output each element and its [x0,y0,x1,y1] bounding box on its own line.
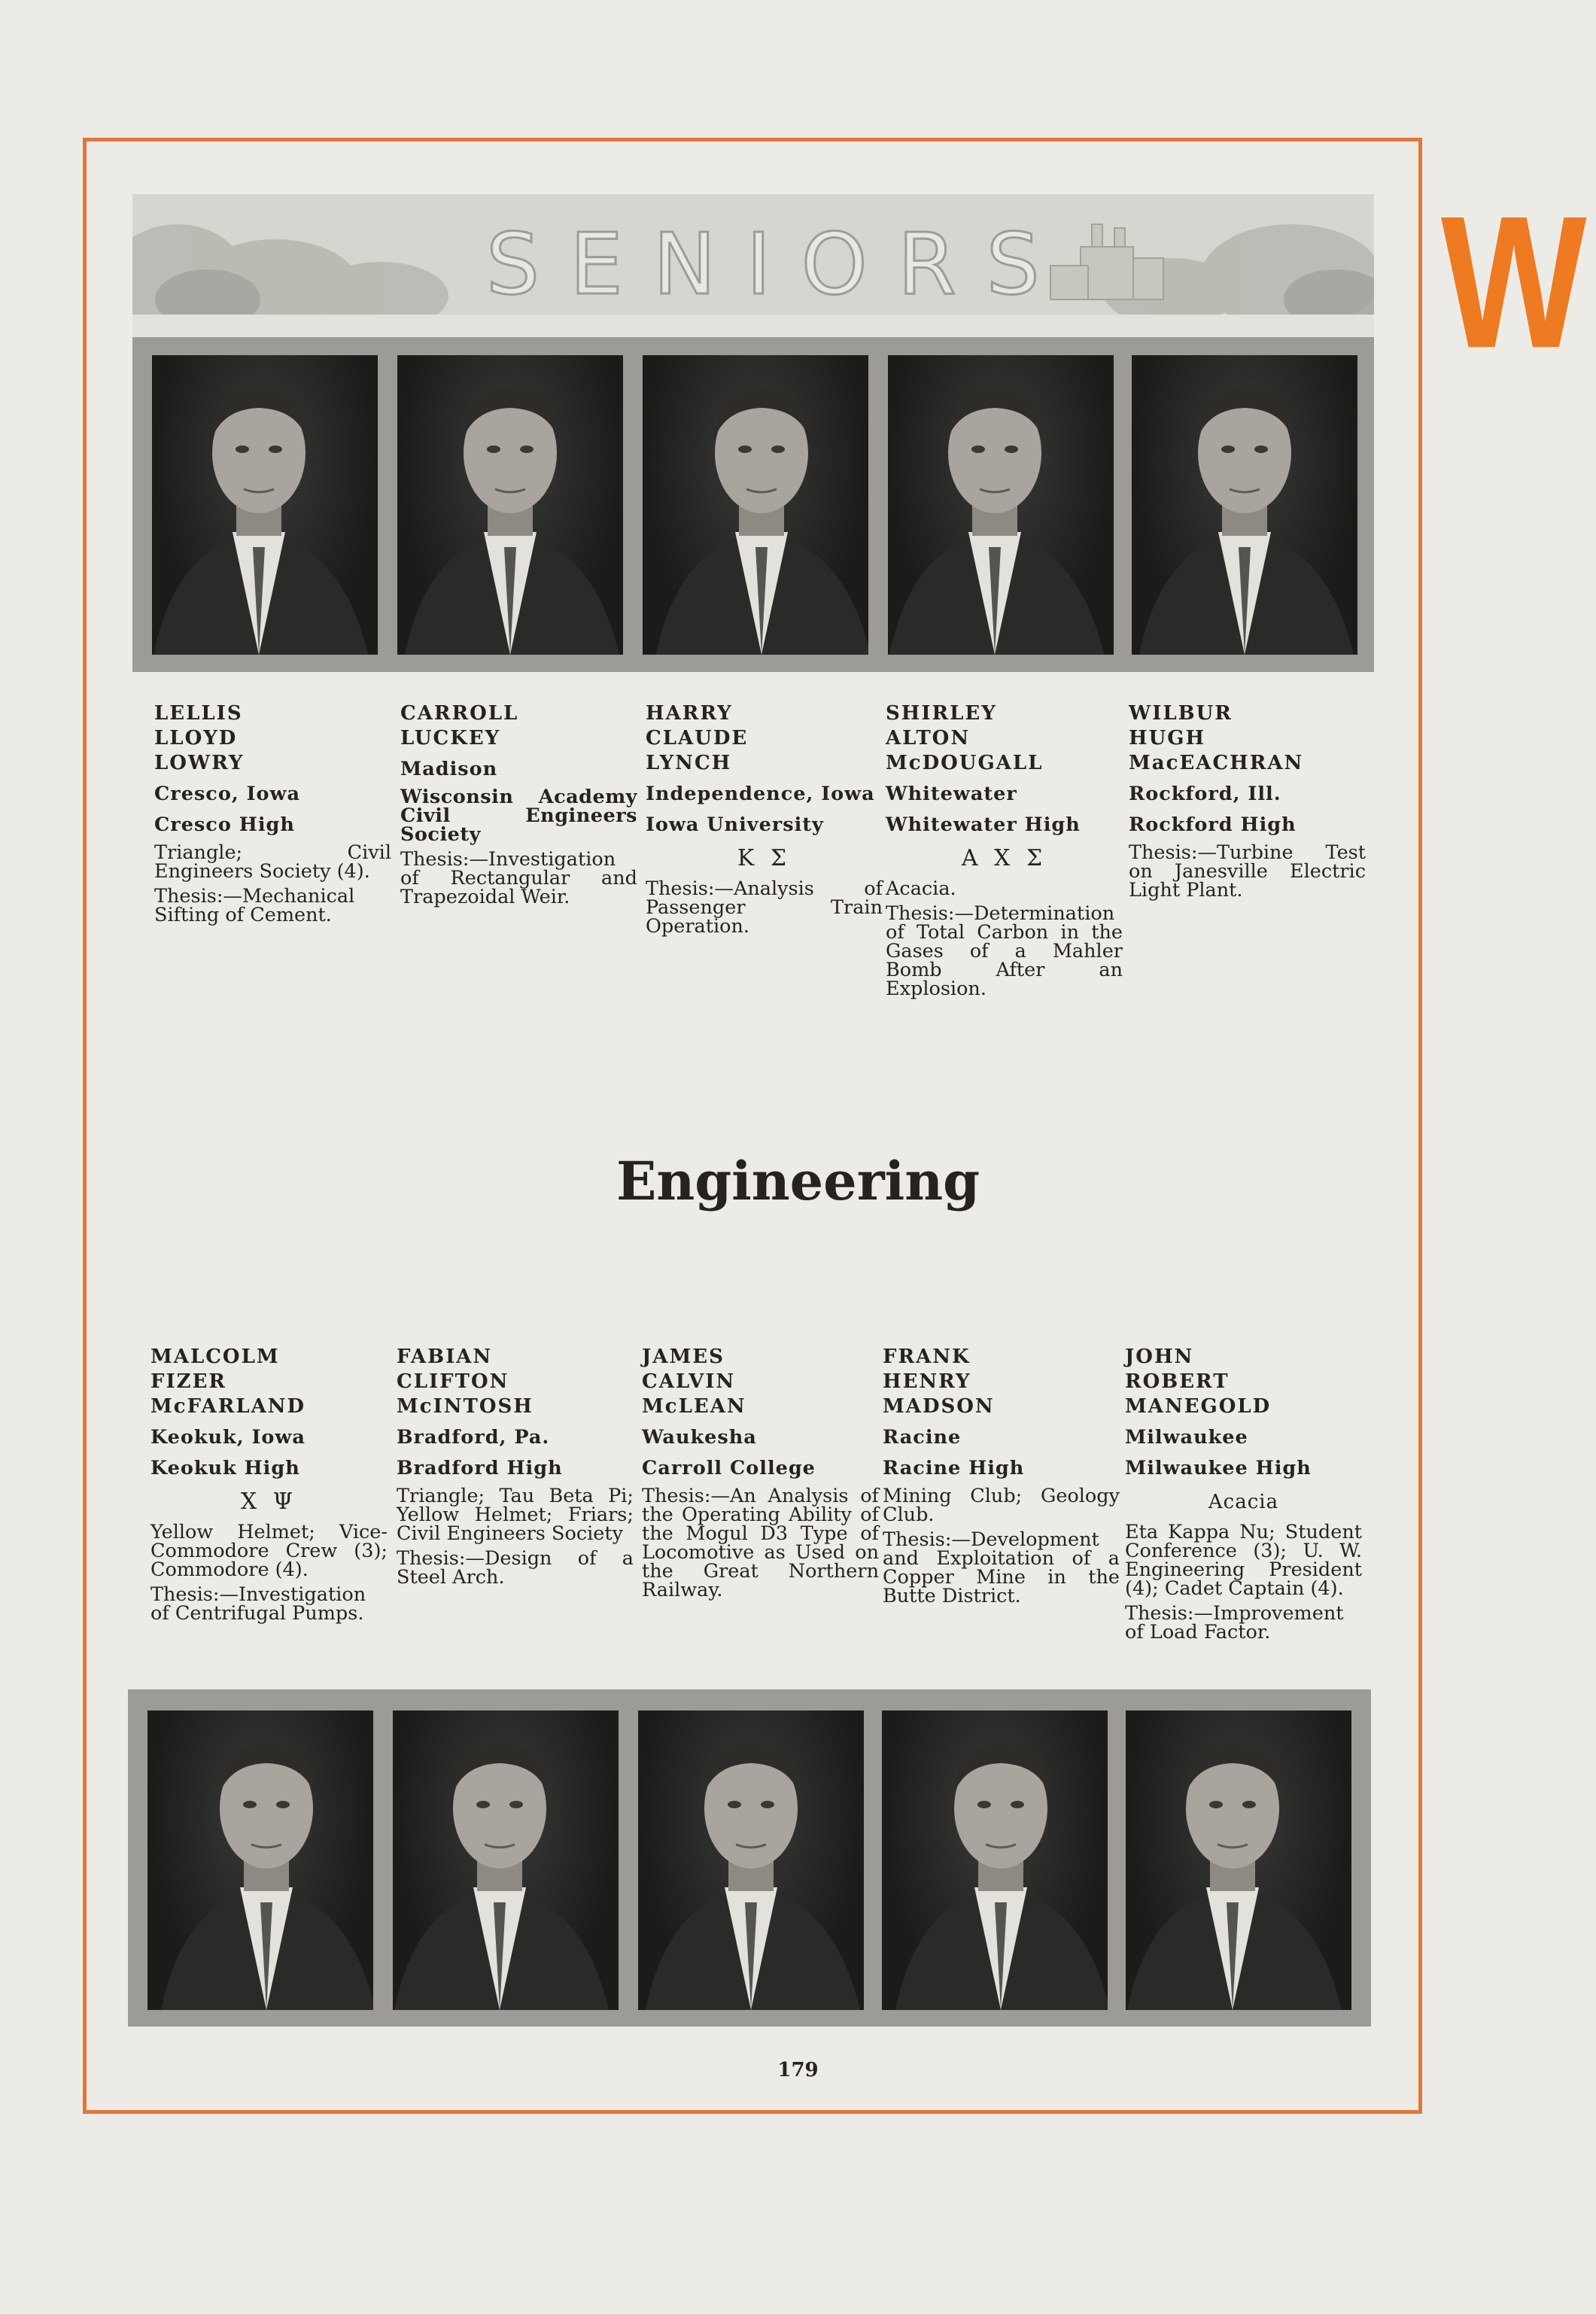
student-entry [642,1345,879,1600]
portrait-luckey [397,355,623,655]
portrait-shape [1221,445,1235,453]
portrait-shape [738,445,752,453]
student-activities: Mining Club; Geology Club. [883,1485,1120,1526]
student-name: WILBUR HUGH MacEACHRAN [1129,702,1304,774]
student-thesis: Thesis:—Mechanical Sifting of Cement. [154,885,355,926]
portrait-mcfarland [147,1710,373,2010]
student-hometown: Waukesha [642,1426,757,1449]
student-school: Keokuk High [150,1457,300,1479]
section-title: Engineering [616,1150,980,1212]
student-thesis: Thesis:—Investigation of Rectangular and Trapezoidal Weir. [400,848,637,908]
student-activities: Yellow Helmet; Vice-Commodore Crew (3); Commodore (4). [150,1521,388,1581]
student-activities: Eta Kappa Nu; Student Conference (3); U. W. Engineering President (4); Cadet Captain (4). [1125,1521,1362,1600]
student-school: Cresco High [154,813,295,836]
portrait-shape [243,1801,257,1808]
student-name: JAMES CALVIN McLEAN [642,1346,746,1418]
student-fraternity: Κ Σ [737,845,792,871]
student-entry [886,701,1123,999]
portrait-shape [509,1801,523,1808]
portrait-lynch [643,355,868,655]
student-hometown: Madison [400,758,498,780]
portrait-shape [771,445,785,453]
banner-title-text: SENIORS [486,216,1070,314]
student-thesis: Thesis:—Analysis of Passenger Train Operation. [646,877,883,938]
student-activities: Acacia. [886,877,956,900]
student-thesis: Thesis:—Turbine Test on Janesville Electric Light Plant. [1129,841,1366,902]
student-school: Carroll College [642,1457,816,1479]
student-entry [397,1345,634,1587]
portrait-shape [1254,445,1268,453]
student-entry [646,701,883,936]
portrait-mcdougall [888,355,1114,655]
page-number: 179 [777,2059,819,2081]
student-fraternity: Χ Ψ [240,1488,298,1515]
student-entry [400,701,637,907]
student-entry [150,1345,388,1623]
student-school: Iowa University [646,813,824,836]
student-name: LELLIS LLOYD LOWRY [154,702,245,774]
student-hometown: Independence, Iowa [646,783,875,805]
student-entry [1129,701,1366,900]
portrait-figure [1126,1710,1351,2010]
portrait-madson [882,1710,1108,2010]
portrait-figure [1132,355,1357,655]
portrait-shape [1011,1801,1024,1808]
student-thesis: Thesis:—Development and Exploitation of a Copper Mine in the Butte District. [883,1528,1120,1607]
student-fraternity: Acacia [1208,1491,1279,1513]
student-hometown: Bradford, Pa. [397,1426,550,1449]
portrait-figure [147,1710,373,2010]
portrait-shape [971,445,985,453]
student-entry [883,1345,1120,1606]
portrait-figure [638,1710,864,2010]
portrait-figure [888,355,1114,655]
portrait-shape [269,445,282,453]
portrait-shape [276,1801,290,1808]
portrait-maceachran [1132,355,1357,655]
student-school: Milwaukee High [1125,1457,1312,1479]
student-hometown: Whitewater [886,783,1017,805]
portrait-lowry [152,355,378,655]
seniors-banner [132,194,1374,337]
portrait-shape [977,1801,991,1808]
student-hometown: Rockford, Ill. [1129,783,1281,805]
portrait-manegold [1126,1710,1351,2010]
student-hometown: Cresco, Iowa [154,783,301,805]
student-name: JOHN ROBERT MANEGOLD [1125,1346,1272,1418]
student-name: CARROLL LUCKEY [400,702,519,750]
student-name: HARRY CLAUDE LYNCH [646,702,749,774]
student-name: FABIAN CLIFTON McINTOSH [397,1346,534,1418]
top-photo-strip [132,337,1374,672]
portrait-figure [397,355,623,655]
student-hometown: Milwaukee [1125,1426,1248,1449]
bottom-photo-strip [128,1689,1371,2027]
portrait-figure [882,1710,1108,2010]
student-thesis: Thesis:—Design of a Steel Arch. [397,1547,634,1589]
student-thesis: Thesis:—Investigation of Centrifugal Pumps. [150,1583,366,1625]
portrait-figure [643,355,868,655]
student-activities: Triangle; Tau Beta Pi; Yellow Helmet; Friars; Civil Engineers Society [397,1485,634,1545]
student-hometown: Racine [883,1426,962,1449]
student-school: Wisconsin Academy Civil Engineers Society [400,786,637,846]
student-activities: Triangle; Civil Engineers Society (4). [154,841,391,883]
portrait-shape [1209,1801,1223,1808]
portrait-shape [1005,445,1018,453]
student-name: SHIRLEY ALTON McDOUGALL [886,702,1044,774]
portrait-figure [152,355,378,655]
portrait-shape [728,1801,741,1808]
corner-letter: W [1441,177,1587,387]
portrait-shape [1242,1801,1256,1808]
portrait-shape [487,445,500,453]
student-thesis: Thesis:—Determination of Total Carbon in the Gases of a Mahler Bomb After an Explosion. [886,902,1123,1000]
student-fraternity: Α Χ Σ [961,845,1047,871]
student-school: Racine High [883,1457,1025,1479]
student-thesis: Thesis:—An Analysis of the Operating Ability of the Mogul D3 Type of Locomotive as Used on the Great Northern Railway. [642,1485,879,1601]
portrait-mclean [638,1710,864,2010]
student-name: MALCOLM FIZER McFARLAND [150,1346,306,1418]
portrait-shape [476,1801,490,1808]
portrait-figure [393,1710,619,2010]
portrait-shape [761,1801,774,1808]
banner-illustration [132,194,1374,337]
student-thesis: Thesis:—Improvement of Load Factor. [1125,1602,1344,1644]
portrait-mcintosh [393,1710,619,2010]
portrait-shape [236,445,249,453]
portrait-shape [520,445,534,453]
student-school: Bradford High [397,1457,563,1479]
student-entry [154,701,391,925]
student-name: FRANK HENRY MADSON [883,1346,995,1418]
student-hometown: Keokuk, Iowa [150,1426,306,1449]
student-school: Rockford High [1129,813,1297,836]
student-entry [1125,1345,1362,1642]
student-school: Whitewater High [886,813,1081,836]
